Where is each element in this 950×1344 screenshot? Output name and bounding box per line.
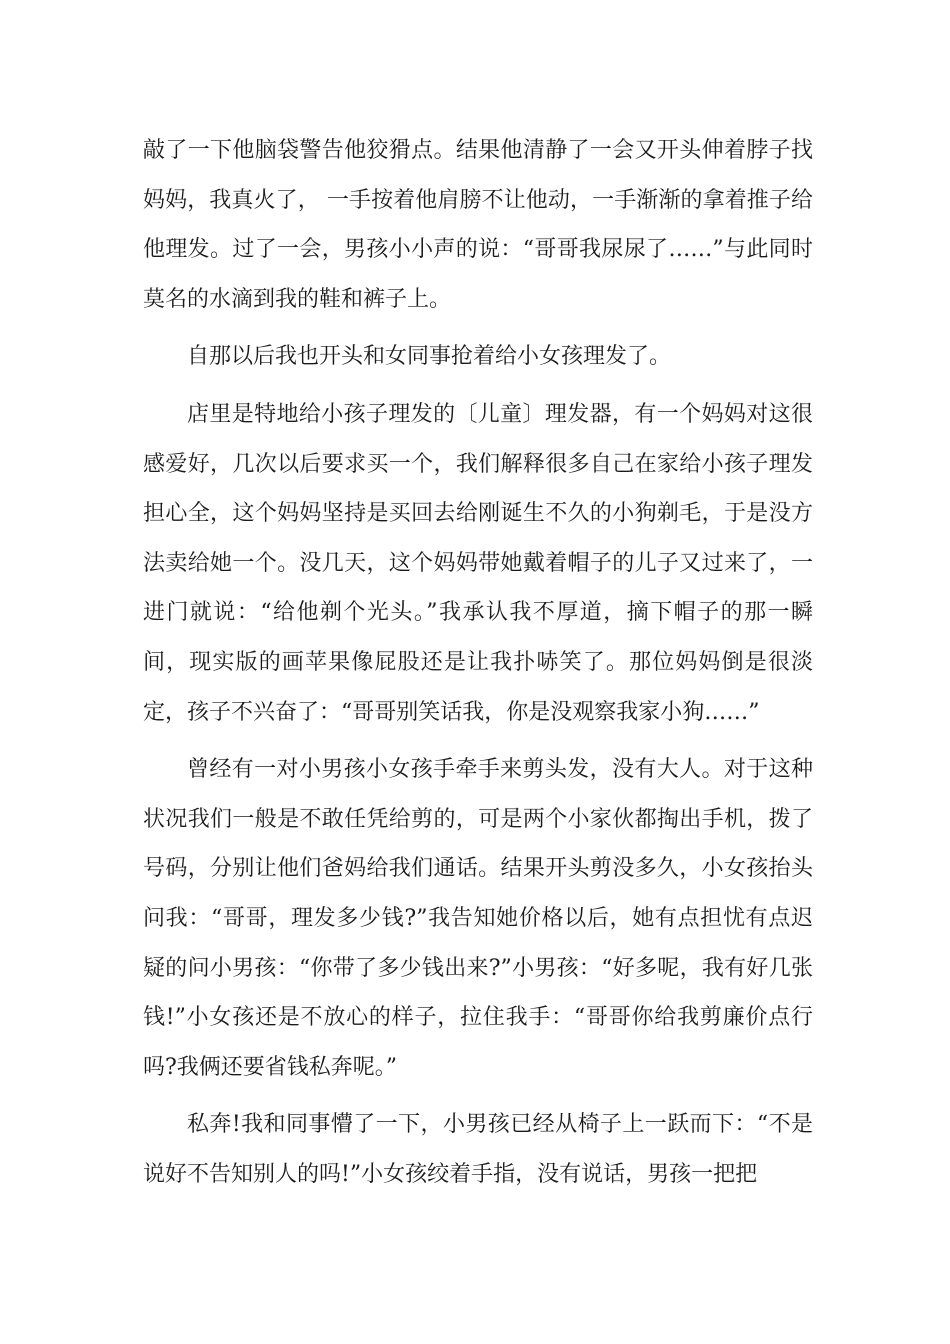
paragraph-4: 曾经有一对小男孩小女孩手牵手来剪头发，没有大人。对于这种状况我们一般是不敢任凭给剪的，可是两个小家伙都掏出手机，拨了号码，分别让他们爸妈给我们通话。结果开头剪没多久，小女孩抬头问我：“哥哥，理发多少钱?”我告知她价格以后，她有点担忧有点迟疑的问小男孩：“你带了多少钱出来?”小男孩：“好多呢，我有好几张钱!”小女孩还是不放心的样子，拉住我手：“哥哥你给我剪廉价点行吗?我俩还要省钱私奔呢。”	[143, 757, 813, 1080]
paragraph-3: 店里是特地给小孩子理发的〔儿童〕理发器，有一个妈妈对这很感爱好，几次以后要求买一个，我们解释很多自己在家给小孩子理发担心全，这个妈妈坚持是买回去给刚诞生不久的小狗剃毛，于是没方法卖给她一个。没几天，这个妈妈带她戴着帽子的儿子又过来了，一进门就说：“给他剃个光头。”我承认我不厚道，摘下帽子的那一瞬间，现实版的画苹果像屁股还是让我扑哧笑了。那位妈妈倒是很淡定，孩子不兴奋了：“哥哥别笑话我，你是没观察我家小狗……”	[143, 401, 813, 725]
paragraph-5: 私奔!我和同事懵了一下，小男孩已经从椅子上一跃而下：“不是说好不告知别人的吗!”小女孩绞着手指，没有说话，男孩一把把	[143, 1112, 813, 1187]
paragraph-2: 自那以后我也开头和女同事抢着给小女孩理发了。	[187, 344, 672, 370]
text-column	[143, 126, 813, 1207]
paragraph-1: 敲了一下他脑袋警告他狡猾点。结果他清静了一会又开头伸着脖子找妈妈，我真火了， 一手按着他肩膀不让他动，一手渐渐的拿着推子给他理发。过了一会，男孩小小声的说：“哥哥我尿尿了……”与此同时莫名的水滴到我的鞋和裤子上。	[143, 138, 813, 312]
